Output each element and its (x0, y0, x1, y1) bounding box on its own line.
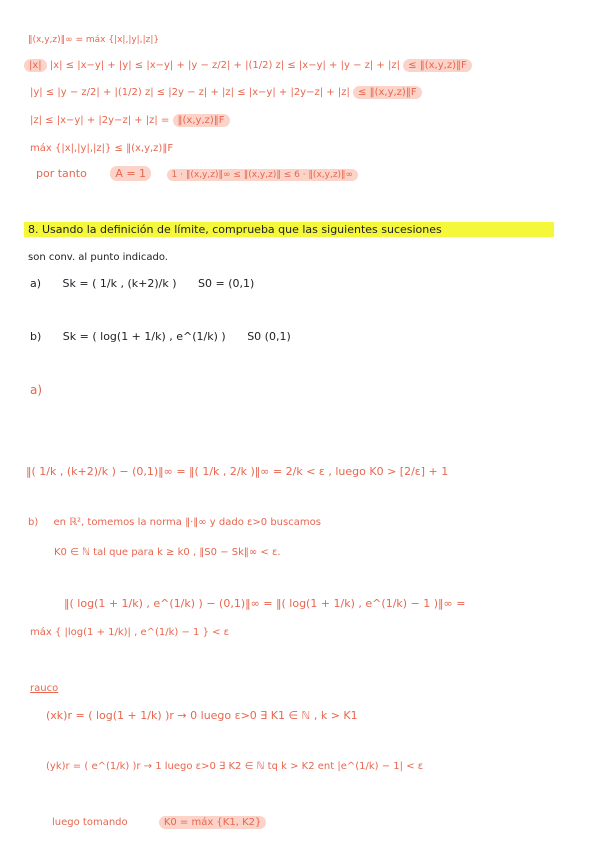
solution-b-line1 (28, 518, 321, 528)
inequality-y-text: |y| ≤ |y − z/2| + |(1/2) z| ≤ |2y − z| + |z| ≤ |x−y| + |2y−z| + |z| (30, 87, 350, 98)
sequence-x-line: (xk)r = ( log(1 + 1/k) )r → 0 luego ε>0 ∃ K1 ∈ ℕ , k > K1 (46, 709, 358, 722)
exercise-title-continuation: son conv. al punto indicado. (28, 252, 168, 263)
rauco-label: rauco (30, 683, 59, 694)
solution-b-line2: K0 ∈ ℕ tal que para k ≥ k0 , ‖S0 − Sk‖∞ < ε. (54, 547, 281, 558)
final-line (52, 818, 266, 828)
solution-b-line1-text: en ℝ², tomemos la norma ‖·‖∞ y dado ε>0 buscamos (53, 517, 321, 528)
x-abs-highlight: |x| (24, 59, 47, 72)
sequence-y-line: (yk)r = ( e^(1/k) )r → 1 luego ε>0 ∃ K2 ∈ ℕ tq k > K2 ent |e^(1/k) − 1| < ε (46, 761, 424, 772)
inequality-y-result: ≤ ‖(x,y,z)‖F (353, 86, 422, 99)
max-inequality-line: máx {|x|,|y|,|z|} ≤ ‖(x,y,z)‖F (30, 143, 174, 154)
exercise-title: 8. Usando la definición de límite, comprueba que las siguientes sucesiones (24, 222, 554, 237)
inequality-z-text: |z| ≤ |x−y| + |2y−z| + |z| = (30, 115, 170, 126)
part-b-statement (30, 331, 291, 342)
inequality-x-line (24, 61, 472, 71)
inequality-z-line (30, 116, 230, 126)
conclusion-line (36, 168, 358, 180)
part-a-limit: S0 = (0,1) (198, 277, 255, 290)
solution-a-line: ‖( 1/k , (k+2)/k ) − (0,1)‖∞ = ‖( 1/k , 2/k )‖∞ = 2/k < ε , luego K0 > [2/ε] + 1 (26, 465, 449, 478)
solution-a-label: a) (30, 383, 43, 397)
inequality-x-text: |x| ≤ |x−y| + |y| ≤ |x−y| + |y − z/2| + |(1/2) z| ≤ |x−y| + |y − z| + |z| (49, 60, 400, 71)
a-value-highlight: A = 1 (110, 166, 151, 181)
part-a-statement (30, 278, 254, 289)
final-value-highlight: K0 = máx {K1, K2} (159, 816, 267, 829)
norm-definition-line: ‖(x,y,z)‖∞ = máx {|x|,|y|,|z|} (28, 35, 160, 45)
solution-b-label: b) (28, 517, 39, 528)
part-b-label: b) (30, 330, 42, 343)
final-label: luego tomando (52, 817, 128, 828)
inequality-x-result: ≤ ‖(x,y,z)‖F (403, 59, 472, 72)
inequality-z-result: ‖(x,y,z)‖F (173, 114, 230, 127)
por-tanto-label: por tanto (36, 167, 87, 180)
part-a-label: a) (30, 277, 42, 290)
solution-b-line4: máx { |log(1 + 1/k)| , e^(1/k) − 1 } < ε (30, 627, 230, 638)
part-b-limit: S0 (0,1) (247, 330, 291, 343)
conclusion-highlight: 1 · ‖(x,y,z)‖∞ ≤ ‖(x,y,z)‖ ≤ 6 · ‖(x,y,z)‖∞ (167, 169, 359, 181)
solution-b-line3: ‖( log(1 + 1/k) , e^(1/k) ) − (0,1)‖∞ = ‖( log(1 + 1/k) , e^(1/k) − 1 )‖∞ = (64, 597, 466, 610)
part-a-sequence: Sk = ( 1/k , (k+2)/k ) (62, 277, 177, 290)
inequality-y-line (30, 88, 422, 98)
part-b-sequence: Sk = ( log(1 + 1/k) , e^(1/k) ) (62, 330, 226, 343)
